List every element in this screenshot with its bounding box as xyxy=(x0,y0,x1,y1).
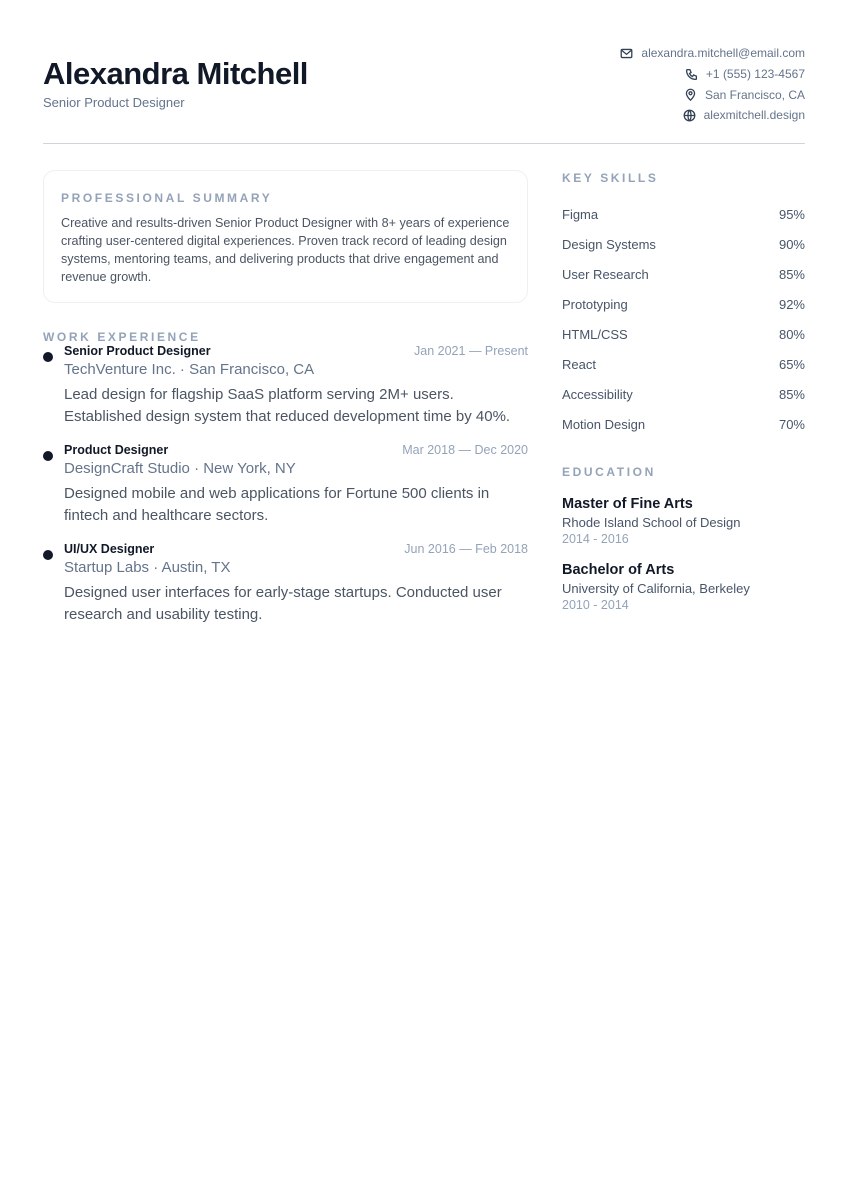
job-entry xyxy=(43,443,528,527)
skill-name: React xyxy=(562,356,596,372)
school: Rhode Island School of Design xyxy=(562,515,741,530)
phone-icon xyxy=(685,68,698,81)
job-description: Lead design for flagship SaaS platform serving 2M+ users. Established design system that reduced development time by 40%. xyxy=(64,386,511,425)
education-entry xyxy=(562,562,805,612)
job-company: Startup Labs · Austin, TX xyxy=(64,559,231,576)
contact-website[interactable] xyxy=(620,105,805,126)
timeline-dot xyxy=(43,451,53,461)
location-icon xyxy=(684,88,697,101)
work-heading: WORK EXPERIENCE xyxy=(43,330,201,344)
sidebar-column xyxy=(562,171,805,612)
degree: Master of Fine Arts xyxy=(562,496,693,512)
job-entry xyxy=(43,344,528,428)
job-dates: Jun 2016 — Feb 2018 xyxy=(404,542,528,556)
globe-icon xyxy=(683,109,696,122)
skill-item xyxy=(562,409,805,439)
email-text: alexandra.mitchell@email.com xyxy=(641,46,805,61)
job-role: Senior Product Designer xyxy=(64,344,211,358)
job-description: Designed user interfaces for early-stage startups. Conducted user research and usability testing. xyxy=(64,584,502,623)
skill-level: 85% xyxy=(778,386,805,402)
summary-card xyxy=(43,170,528,303)
skill-item xyxy=(562,349,805,379)
skills-heading: KEY SKILLS xyxy=(562,171,659,185)
skill-item xyxy=(562,289,805,319)
phone-text: +1 (555) 123-4567 xyxy=(705,67,805,82)
skill-name: User Research xyxy=(562,266,649,282)
education-years: 2010 - 2014 xyxy=(562,598,629,612)
timeline-dot xyxy=(43,352,53,362)
job-company: DesignCraft Studio · New York, NY xyxy=(64,460,296,477)
skill-level: 95% xyxy=(778,206,805,222)
education-years: 2014 - 2016 xyxy=(562,532,629,546)
location-text: San Francisco, CA xyxy=(704,87,805,102)
skill-level: 92% xyxy=(778,296,805,312)
skill-level: 80% xyxy=(778,326,805,342)
skill-name: Motion Design xyxy=(562,416,646,432)
skill-name: Prototyping xyxy=(562,296,628,312)
job-role: Product Designer xyxy=(64,443,169,457)
skill-level: 70% xyxy=(778,416,805,432)
job-role: UI/UX Designer xyxy=(64,542,155,556)
education-heading: EDUCATION xyxy=(562,465,656,479)
skill-name: HTML/CSS xyxy=(562,326,628,342)
contact-phone[interactable] xyxy=(620,64,805,85)
skill-level: 85% xyxy=(778,266,805,282)
job-dates: Jan 2021 — Present xyxy=(414,344,528,358)
skill-name: Accessibility xyxy=(562,386,633,402)
website-text: alexmitchell.design xyxy=(703,108,805,123)
contact-location xyxy=(620,84,805,105)
skill-item xyxy=(562,379,805,409)
header-divider xyxy=(43,143,805,144)
skill-level: 90% xyxy=(778,236,805,252)
job-dates: Mar 2018 — Dec 2020 xyxy=(402,443,528,457)
work-experience-section xyxy=(43,330,528,641)
candidate-name: Alexandra Mitchell xyxy=(43,56,308,91)
contact-email[interactable] xyxy=(620,43,805,64)
skill-name: Design Systems xyxy=(562,236,656,252)
skill-item xyxy=(562,259,805,289)
job-entry xyxy=(43,542,528,626)
skill-name: Figma xyxy=(562,206,599,222)
summary-heading: PROFESSIONAL SUMMARY xyxy=(61,191,273,205)
skill-item xyxy=(562,319,805,349)
contact-info xyxy=(620,43,805,126)
education-entry xyxy=(562,496,805,546)
skill-item xyxy=(562,229,805,259)
degree: Bachelor of Arts xyxy=(562,562,675,578)
skill-item xyxy=(562,199,805,229)
mail-icon xyxy=(620,47,633,60)
timeline-dot xyxy=(43,550,53,560)
school: University of California, Berkeley xyxy=(562,581,750,596)
job-description: Designed mobile and web applications for Fortune 500 clients in fintech and healthcare sectors. xyxy=(64,485,490,524)
skill-level: 65% xyxy=(778,356,805,372)
job-company: TechVenture Inc. · San Francisco, CA xyxy=(64,361,315,378)
skills-list xyxy=(562,199,805,439)
summary-text: Creative and results-driven Senior Product Designer with 8+ years of experience crafting user-centered digital experiences. Proven track record of leading design systems, mentoring teams, and delivering products that drive engagement and revenue growth. xyxy=(61,216,510,284)
candidate-title: Senior Product Designer xyxy=(43,95,185,110)
